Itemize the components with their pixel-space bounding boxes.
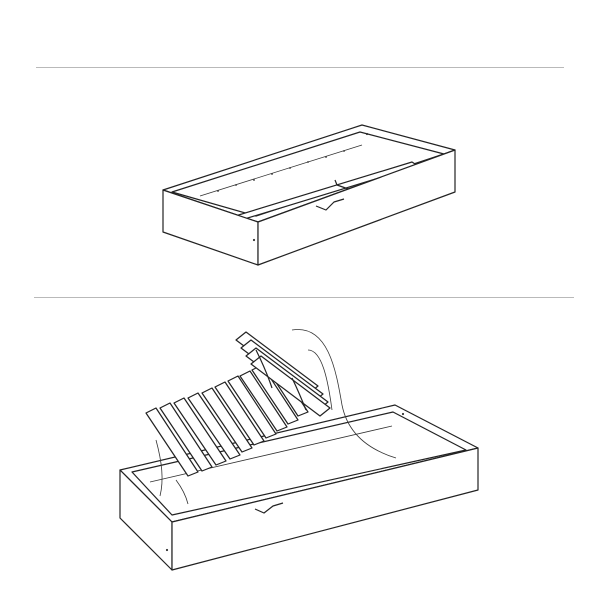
drawer-with-divider-illustration xyxy=(0,100,600,290)
screw-mark xyxy=(402,413,404,415)
divider-line-top xyxy=(36,67,564,68)
screw-mark xyxy=(253,239,255,241)
divider-line-middle xyxy=(34,297,574,298)
screw-mark xyxy=(166,549,168,551)
drawer-with-slatted-frame-illustration xyxy=(0,310,600,597)
screw-mark xyxy=(366,133,368,135)
